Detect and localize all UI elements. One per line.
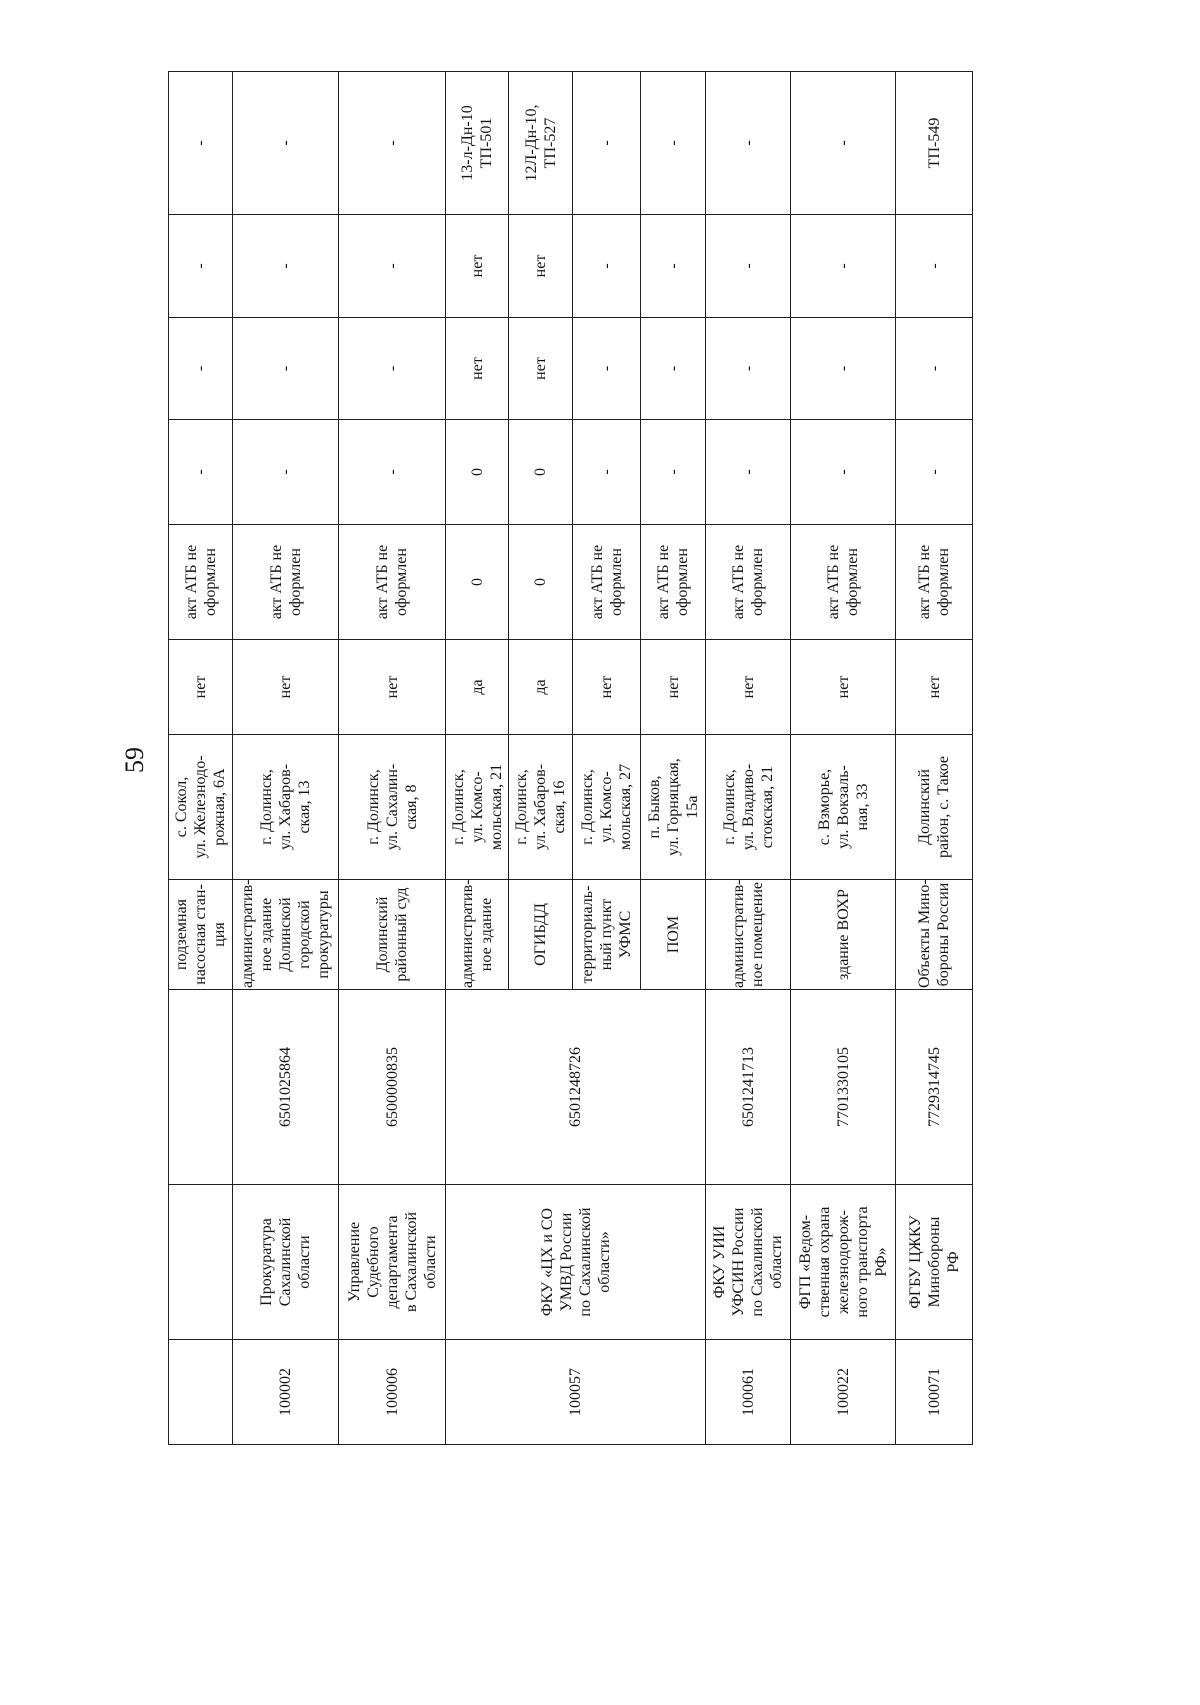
cell-col8: 0 bbox=[509, 420, 573, 525]
cell-col9: - bbox=[896, 318, 973, 420]
cell-col9: нет bbox=[446, 318, 509, 420]
data-table bbox=[168, 71, 973, 1445]
cell-object: ОГИБДД bbox=[509, 880, 573, 990]
cell-col11: - bbox=[169, 72, 233, 215]
cell-col8: - bbox=[339, 420, 446, 525]
cell-object: здание ВОХР bbox=[791, 880, 896, 990]
cell-id: 100071 bbox=[896, 1340, 973, 1445]
cell-col9: - bbox=[573, 318, 641, 420]
cell-address: с. Взморье, ул. Вокзаль- ная, 33 bbox=[791, 735, 896, 880]
cell-col6: нет bbox=[896, 640, 973, 735]
cell-col7: акт АТБ не оформлен bbox=[169, 525, 233, 640]
cell-col8: - bbox=[641, 420, 706, 525]
cell-organization: ФКУ «ЦХ и СО УМВД России по Сахалинской области» bbox=[446, 1185, 706, 1340]
cell-col9: - bbox=[339, 318, 446, 420]
cell-id bbox=[169, 1340, 233, 1445]
cell-object: Объекты Мино- бороны России bbox=[896, 880, 973, 990]
cell-col10: - bbox=[706, 215, 791, 318]
cell-inn: 7701330105 bbox=[791, 990, 896, 1185]
cell-inn: 7729314745 bbox=[896, 990, 973, 1185]
cell-address: г. Долинск, ул. Сахалин- ская, 8 bbox=[339, 735, 446, 880]
cell-col9: - bbox=[641, 318, 706, 420]
cell-address: г. Долинск, ул. Хабаров- ская, 13 bbox=[233, 735, 339, 880]
cell-inn: 6501025864 bbox=[233, 990, 339, 1185]
cell-col6: нет bbox=[339, 640, 446, 735]
cell-inn: 6501248726 bbox=[446, 990, 706, 1185]
cell-col6: нет bbox=[233, 640, 339, 735]
cell-address: Долинский район, с. Такое bbox=[896, 735, 973, 880]
cell-address: г. Долинск, ул. Комсо- мольская, 21 bbox=[446, 735, 509, 880]
cell-address: г. Долинск, ул. Комсо- мольская, 27 bbox=[573, 735, 641, 880]
table-row bbox=[706, 72, 791, 1445]
cell-col8: 0 bbox=[446, 420, 509, 525]
cell-col10: нет bbox=[509, 215, 573, 318]
cell-organization: ФГБУ ЦЖКУ Минобороны РФ bbox=[896, 1185, 973, 1340]
cell-object: подземная насосная стан- ция bbox=[169, 880, 233, 990]
cell-id: 100022 bbox=[791, 1340, 896, 1445]
cell-col11: - bbox=[573, 72, 641, 215]
cell-col6: да bbox=[446, 640, 509, 735]
rotated-table-wrapper bbox=[168, 72, 972, 1445]
cell-col8: - bbox=[573, 420, 641, 525]
cell-col8: - bbox=[896, 420, 973, 525]
cell-col6: нет bbox=[641, 640, 706, 735]
cell-col6: да bbox=[509, 640, 573, 735]
cell-col11: 12Л-Дн-10, ТП-527 bbox=[509, 72, 573, 215]
table-row bbox=[233, 72, 339, 1445]
cell-object: административ- ное помещение bbox=[706, 880, 791, 990]
cell-object: административ- ное здание bbox=[446, 880, 509, 990]
cell-address: с. Сокол, ул. Железнодо- рожная, 6А bbox=[169, 735, 233, 880]
cell-col10: - bbox=[641, 215, 706, 318]
cell-col7: акт АТБ не оформлен bbox=[706, 525, 791, 640]
cell-col7: 0 bbox=[446, 525, 509, 640]
cell-col11: ТП-549 bbox=[896, 72, 973, 215]
table-row bbox=[446, 72, 509, 1445]
cell-address: г. Долинск, ул. Владиво- стокская, 21 bbox=[706, 735, 791, 880]
cell-inn: 6501241713 bbox=[706, 990, 791, 1185]
table-row bbox=[896, 72, 973, 1445]
cell-col10: - bbox=[573, 215, 641, 318]
cell-organization: Управление Судебного департамента в Сахалинской области bbox=[339, 1185, 446, 1340]
cell-organization bbox=[169, 1185, 233, 1340]
cell-id: 100006 bbox=[339, 1340, 446, 1445]
cell-organization: ФГП «Ведом- ственная охрана железнодорож- ного транспорта РФ» bbox=[791, 1185, 896, 1340]
cell-col10: - bbox=[233, 215, 339, 318]
cell-col10: - bbox=[339, 215, 446, 318]
table-row bbox=[169, 72, 233, 1445]
cell-object: Долинский районный суд bbox=[339, 880, 446, 990]
table-row bbox=[339, 72, 446, 1445]
cell-col9: - bbox=[169, 318, 233, 420]
cell-col7: акт АТБ не оформлен bbox=[791, 525, 896, 640]
cell-col10: - bbox=[896, 215, 973, 318]
cell-address: г. Долинск, ул. Хабаров- ская, 16 bbox=[509, 735, 573, 880]
cell-col9: - bbox=[791, 318, 896, 420]
cell-col7: 0 bbox=[509, 525, 573, 640]
cell-col7: акт АТБ не оформлен bbox=[896, 525, 973, 640]
cell-col10: нет bbox=[446, 215, 509, 318]
cell-col11: - bbox=[233, 72, 339, 215]
cell-organization: ФКУ УИИ УФСИН России по Сахалинской области bbox=[706, 1185, 791, 1340]
cell-col7: акт АТБ не оформлен bbox=[233, 525, 339, 640]
cell-id: 100061 bbox=[706, 1340, 791, 1445]
cell-col6: нет bbox=[706, 640, 791, 735]
cell-id: 100002 bbox=[233, 1340, 339, 1445]
cell-object: ПОМ bbox=[641, 880, 706, 990]
cell-address: п. Быков, ул. Горняцкая, 15а bbox=[641, 735, 706, 880]
cell-col7: акт АТБ не оформлен bbox=[339, 525, 446, 640]
cell-col8: - bbox=[233, 420, 339, 525]
cell-col6: нет bbox=[573, 640, 641, 735]
cell-col6: нет bbox=[791, 640, 896, 735]
page-number: 59 bbox=[120, 747, 149, 773]
cell-col8: - bbox=[706, 420, 791, 525]
cell-col8: - bbox=[169, 420, 233, 525]
cell-inn: 6500000835 bbox=[339, 990, 446, 1185]
cell-col6: нет bbox=[169, 640, 233, 735]
cell-col11: - bbox=[706, 72, 791, 215]
cell-col9: - bbox=[233, 318, 339, 420]
cell-col7: акт АТБ не оформлен bbox=[573, 525, 641, 640]
cell-col8: - bbox=[791, 420, 896, 525]
cell-inn bbox=[169, 990, 233, 1185]
cell-col10: - bbox=[791, 215, 896, 318]
cell-col9: - bbox=[706, 318, 791, 420]
cell-col11: 13-л-Дн-10 ТП-501 bbox=[446, 72, 509, 215]
cell-id: 100057 bbox=[446, 1340, 706, 1445]
table-row bbox=[791, 72, 896, 1445]
cell-col11: - bbox=[791, 72, 896, 215]
cell-organization: Прокуратура Сахалинской области bbox=[233, 1185, 339, 1340]
cell-col9: нет bbox=[509, 318, 573, 420]
cell-col11: - bbox=[641, 72, 706, 215]
cell-col10: - bbox=[169, 215, 233, 318]
cell-col7: акт АТБ не оформлен bbox=[641, 525, 706, 640]
cell-object: административ- ное здание Долинской городской прокуратуры bbox=[233, 880, 339, 990]
cell-object: территориаль- ный пункт УФМС bbox=[573, 880, 641, 990]
cell-col11: - bbox=[339, 72, 446, 215]
